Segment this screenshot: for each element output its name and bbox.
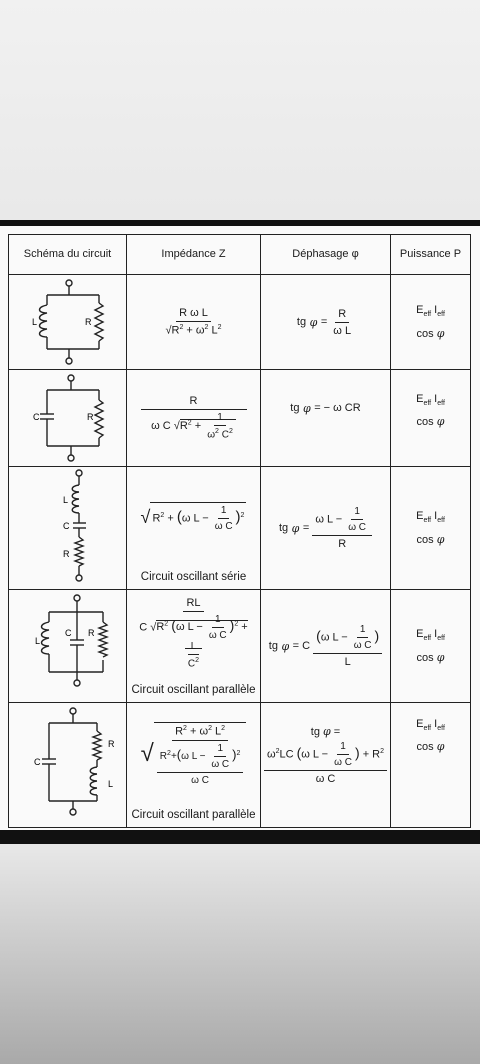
circuit-schematic-lcr-series xyxy=(9,467,127,590)
label-C: C xyxy=(63,521,70,531)
circuit-schematic-c-parallel-rl xyxy=(9,703,127,828)
label-R: R xyxy=(88,628,95,638)
caption-serie: Circuit oscillant série xyxy=(140,571,247,583)
phase-cell: tg φ = $\omega^2LC$ (ω L − $\frac{1}{\text{ω C}}$ ) + $R^2$ ω C xyxy=(261,703,391,828)
impedance-table xyxy=(8,234,471,828)
phase-cell: tg φ = $\frac{R}{\text{ω L}}$ xyxy=(261,275,391,370)
power-cell: $E_{eff}$ $I_{eff}$ cos φ xyxy=(391,703,471,828)
phase-cell: tg φ = C (ω L − $\frac{1}{\text{ω C}}$ ) L xyxy=(261,590,391,703)
c-parallel-rl-diagram xyxy=(9,703,126,827)
label-R: R xyxy=(85,317,92,327)
impedance-cell: $\frac{\text{R ω L}}{√R^2 + \omega^2 L^2}$ xyxy=(127,275,261,370)
rc-parallel-diagram xyxy=(9,370,126,466)
table-row xyxy=(9,370,471,467)
circuit-schematic-rl-parallel xyxy=(9,275,127,370)
impedance-cell: √ $R^2 + \omega^2$ $L^2$ $R^2+(\omega$ L − $\frac{1}{\text{ω C}}$ )$^2$ ω C Circuit oscillant parallèle xyxy=(127,703,261,828)
label-C: C xyxy=(34,757,41,767)
table-row xyxy=(9,467,471,590)
label-C: C xyxy=(33,412,40,422)
header-puissance: Puissance P xyxy=(391,235,471,275)
bottom-black-band xyxy=(0,830,480,844)
label-L: L xyxy=(108,779,114,789)
rl-parallel-diagram xyxy=(9,275,126,369)
power-cell: $E_{eff}$ $I_{eff}$ cos φ xyxy=(391,467,471,590)
lcr-series-diagram xyxy=(9,467,126,589)
header-impedance: Impédance Z xyxy=(127,235,261,275)
table-row xyxy=(9,275,471,370)
label-R: R xyxy=(87,412,94,422)
label-R: R xyxy=(63,549,70,559)
phase-cell: tg φ = ω L − $\frac{1}{\text{ω C}}$ R xyxy=(261,467,391,590)
label-L: L xyxy=(35,636,41,646)
power-cell: $E_{eff}$ $I_{eff}$ cos φ xyxy=(391,370,471,467)
impedance-cell: RL C $√R^2$ (ω L − $\frac{1}{\text{ω C}}$ )$^2$ + $\frac{L}{C^2}$ Circuit oscillant parallèle xyxy=(127,590,261,703)
caption-parallele-2: Circuit oscillant parallèle xyxy=(131,809,256,821)
impedance-cell: R ω C $√R^2$ + $\frac{1}{\omega^2 C^2}$ xyxy=(127,370,261,467)
phase-cell: tg φ = − ω CR xyxy=(261,370,391,467)
label-R: R xyxy=(108,739,115,749)
circuit-schematic-lcr-parallel xyxy=(9,590,127,703)
circuit-schematic-rc-parallel xyxy=(9,370,127,467)
header-schema: Schéma du circuit xyxy=(9,235,127,275)
caption-parallele: Circuit oscillant parallèle xyxy=(131,684,256,696)
header-dephasage: Déphasage φ xyxy=(261,235,391,275)
label-L: L xyxy=(63,495,69,505)
label-C: C xyxy=(65,628,72,638)
table-row xyxy=(9,590,471,703)
power-cell: $E_{eff}$ $I_{eff}$ cos φ xyxy=(391,275,471,370)
lcr-parallel-diagram xyxy=(9,590,126,702)
header-row xyxy=(9,235,471,275)
table-row xyxy=(9,703,471,828)
power-cell: $E_{eff}$ $I_{eff}$ cos φ xyxy=(391,590,471,703)
label-L: L xyxy=(32,317,38,327)
impedance-cell: √ $R^2 + (\omega$ L − $\frac{1}{\text{ω C}}$ )$^2$ Circuit oscillant série xyxy=(127,467,261,590)
